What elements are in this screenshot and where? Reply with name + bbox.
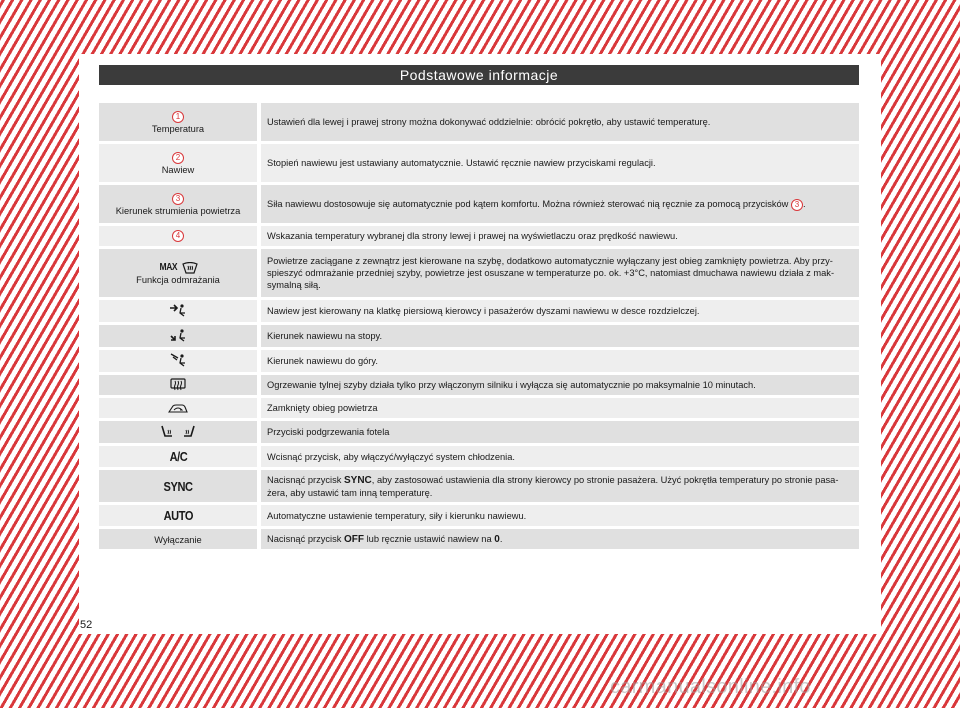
table-row <box>99 529 859 549</box>
air-recirculation-icon <box>167 402 189 412</box>
row-description: Kierunek nawiewu do góry. <box>261 350 859 372</box>
row-description: Wcisnąć przycisk, aby włączyć/wyłączyć system chłodzenia. <box>261 446 859 467</box>
row-description: Przyciski podgrzewania fotela <box>261 421 859 443</box>
row-description: Ogrzewanie tylnej szyby działa tylko przy włączonym silniku i wyłącza się automatycznie po maksymalnie 10 minutach. <box>261 375 859 395</box>
table-row <box>99 350 859 372</box>
row-description: Automatyczne ustawienie temperatury, siły i kierunku nawiewu. <box>261 505 859 526</box>
callout-number: 1 <box>172 111 184 123</box>
controls-table <box>99 100 859 552</box>
seat-heating-icon <box>160 426 196 436</box>
airflow-feet-icon <box>169 330 187 340</box>
table-row <box>99 446 859 467</box>
callout-reference: 3 <box>791 199 803 211</box>
row-description: Stopień nawiewu jest ustawiany automatycznie. Ustawić ręcznie nawiew przyciskami regulacji. <box>261 144 859 182</box>
sync-inline-symbol: SYNC <box>344 474 372 486</box>
row-label: Funkcja odmrażania <box>136 274 220 285</box>
zero-inline-symbol: 0 <box>494 533 500 545</box>
table-row <box>99 375 859 395</box>
table-row <box>99 103 859 141</box>
table-row <box>99 505 859 526</box>
sync-symbol: SYNC <box>163 478 193 494</box>
section-header: Podstawowe informacje <box>99 65 859 85</box>
manual-page <box>79 54 881 634</box>
airflow-windshield-icon <box>169 355 187 365</box>
table-row <box>99 300 859 322</box>
airflow-chest-icon <box>169 305 187 315</box>
table-row <box>99 144 859 182</box>
row-description: Nacisnąć przycisk SYNC, aby zastosować ustawienia dla strony kierowcy po stronie pasażera. Użyć pokrętła temperatury po stronie pasa-żera, aby ustawić tam inną temperaturę. <box>261 470 859 502</box>
table-row <box>99 421 859 443</box>
callout-number: 3 <box>172 193 184 205</box>
callout-number: 4 <box>172 230 184 242</box>
row-label: Wyłączanie <box>154 534 202 545</box>
table-row <box>99 398 859 418</box>
page-number: 52 <box>80 619 93 631</box>
table-row <box>99 249 859 297</box>
row-description: Powietrze zaciągane z zewnątrz jest kierowane na szybę, dodatkowo automatycznie wyłączany jest obieg zamknięty powietrza. Aby przy-spieszyć odmrażanie przedniej szyby, powietrze jest osuszane w temperaturze po. ok. +3°C, natomiast dmuchawa nawiewu działa z mak-symalną siłą. <box>261 249 859 297</box>
table-row <box>99 325 859 347</box>
row-description: Wskazania temperatury wybranej dla strony lewej i prawej na wyświetlaczu oraz prędkość nawiewu. <box>261 226 859 246</box>
row-label: Kierunek strumienia powietrza <box>115 205 241 216</box>
row-description: Ustawień dla lewej i prawej strony można dokonywać oddzielnie: obrócić pokrętło, aby ustawić temperaturę. <box>261 103 859 141</box>
row-description: Siła nawiewu dostosowuje się automatycznie pod kątem komfortu. Można również sterować nią ręcznie za pomocą przycisków 3 . <box>261 185 859 223</box>
row-description: Zamknięty obieg powietrza <box>261 398 859 418</box>
table-row <box>99 226 859 246</box>
ac-symbol: A/C <box>169 449 187 464</box>
row-label: Temperatura <box>151 123 205 134</box>
table-row <box>99 185 859 223</box>
rear-window-heating-icon <box>170 379 186 389</box>
auto-symbol: AUTO <box>163 508 193 523</box>
max-defrost-icon: MAX <box>158 262 197 272</box>
row-description: Nacisnąć przycisk OFF lub ręcznie ustawić nawiew na 0. <box>261 529 859 549</box>
watermark: carmanualsonline.info <box>610 676 811 698</box>
row-label: Nawiew <box>161 164 195 175</box>
row-description: Nawiew jest kierowany na klatkę piersiową kierowcy i pasażerów dyszami nawiewu w desce rozdzielczej. <box>261 300 859 322</box>
row-description: Kierunek nawiewu na stopy. <box>261 325 859 347</box>
off-inline-symbol: OFF <box>344 533 364 545</box>
table-row <box>99 470 859 502</box>
callout-number: 2 <box>172 152 184 164</box>
